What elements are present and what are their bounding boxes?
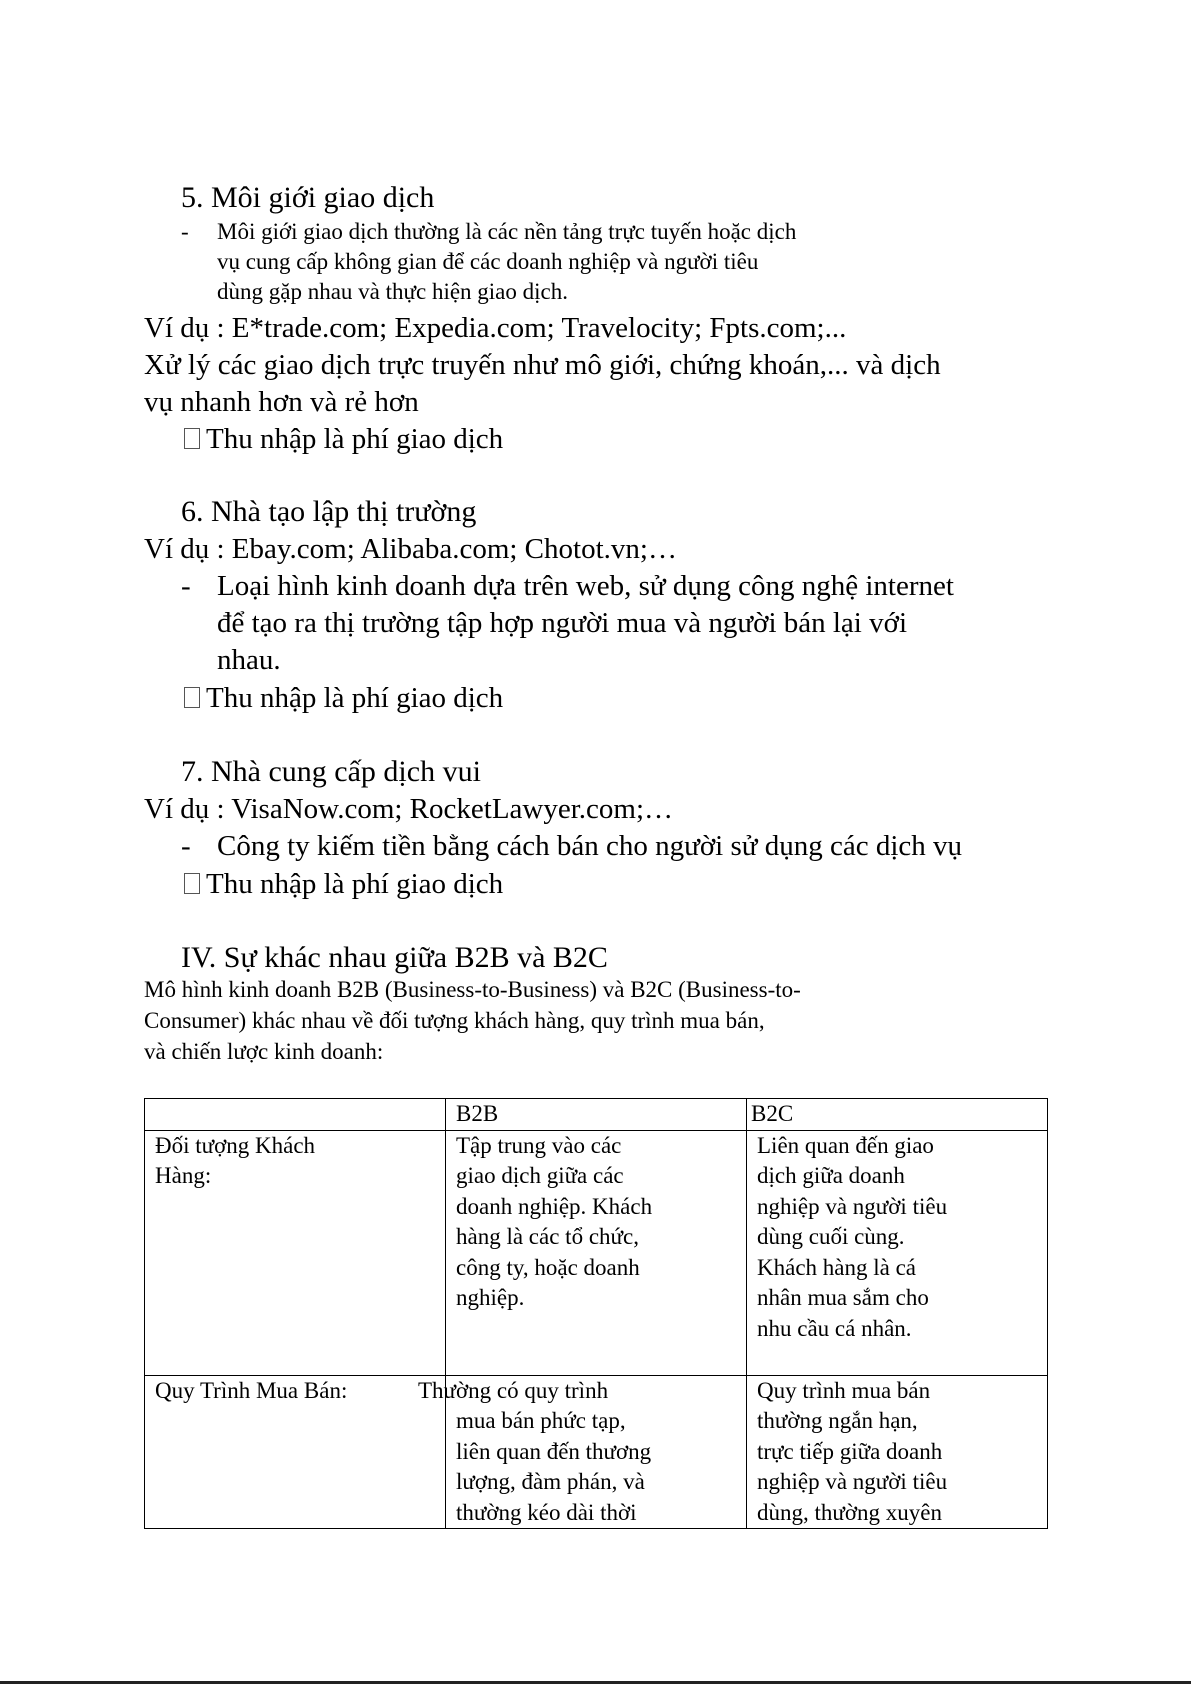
row2-b2c-line: trực tiếp giữa doanh (757, 1438, 943, 1464)
row1-b2c-line: Liên quan đến giao (757, 1132, 934, 1158)
row1-b2b-line: nghiệp. (456, 1285, 525, 1310)
row1-b2b-line: doanh nghiệp. Khách (456, 1193, 653, 1219)
dash-bullet: - (181, 830, 191, 862)
section6-desc-line-1: Loại hình kinh doanh dựa trên web, sử dụng công nghệ internet (217, 570, 954, 602)
row2-label (145, 1375, 446, 1529)
sectionIV-intro-line-3: và chiến lược kinh doanh: (144, 1039, 384, 1064)
row1-b2c-line: nhu cầu cá nhân. (757, 1315, 912, 1341)
table-header-empty (145, 1099, 446, 1131)
comparison-table (144, 1098, 1048, 1529)
row2-b2c-line: dùng, thường xuyên (757, 1499, 942, 1525)
table-header-row (145, 1099, 1048, 1131)
section7-income (184, 866, 503, 903)
row2-b2b-line: liên quan đến thương (456, 1438, 652, 1464)
table-header-b2c: B2C (747, 1099, 1048, 1131)
row1-b2b-line: hàng là các tổ chức, (456, 1224, 639, 1249)
row1-b2c-line: nhân mua sắm cho (757, 1285, 929, 1310)
dash-bullet: - (181, 219, 189, 244)
section6-example: Ví dụ : Ebay.com; Alibaba.com; Chotot.vn;… (144, 533, 677, 565)
row2-label-text: Quy Trình Mua Bán: (155, 1377, 348, 1403)
checkbox-square-icon (184, 873, 200, 894)
section5-para-line-1: Xử lý các giao dịch trực truyến như mô giới, chứng khoán,... và dịch (144, 349, 941, 381)
section6-desc-line-2: để tạo ra thị trường tập hợp người mua và người bán lại với (217, 607, 907, 639)
section5-example: Ví dụ : E*trade.com; Expedia.com; Travelocity; Fpts.com;... (144, 312, 847, 344)
row1-label-line: Đối tượng Khách (155, 1132, 316, 1158)
row2-b2b-line: mua bán phức tạp, (456, 1408, 626, 1433)
section7-income-text: Thu nhập là phí giao dịch (206, 868, 504, 900)
row1-b2b (446, 1130, 747, 1375)
section7-desc: Công ty kiếm tiền bằng cách bán cho người sử dụng các dịch vụ (217, 830, 963, 862)
section5-desc-line-3: dùng gặp nhau và thực hiện giao dịch. (217, 279, 568, 304)
row1-b2c-line: dịch giữa doanh (757, 1163, 905, 1188)
sectionIV-title: IV. Sự khác nhau giữa B2B và B2C (181, 941, 608, 974)
section5-para-line-2: vụ nhanh hơn và rẻ hơn (144, 386, 419, 418)
section5-desc-line-1: Môi giới giao dịch thường là các nền tảng trực tuyến hoặc dịch (217, 219, 797, 244)
row1-label-line: Hàng: (155, 1163, 212, 1188)
row2-b2b-line: lượng, đàm phán, và (456, 1469, 645, 1494)
sectionIV-intro-line-2: Consumer) khác nhau về đối tượng khách hàng, quy trình mua bán, (144, 1008, 765, 1033)
section6-income (184, 680, 503, 717)
section6-title: 6. Nhà tạo lập thị trường (181, 495, 477, 528)
row2-b2b (418, 1375, 747, 1529)
dash-bullet: - (181, 570, 191, 602)
table-header-b2b: B2B (446, 1099, 747, 1131)
table-row (145, 1130, 1048, 1375)
row2-b2c-line: thường ngắn hạn, (757, 1408, 918, 1433)
section5-income-text: Thu nhập là phí giao dịch (206, 423, 504, 455)
section5-title: 5. Môi giới giao dịch (181, 181, 435, 214)
sectionIV-intro-line-1: Mô hình kinh doanh B2B (Business-to-Business) và B2C (Business-to- (144, 977, 801, 1002)
section7-title: 7. Nhà cung cấp dịch vui (181, 755, 481, 788)
row1-b2c-line: Khách hàng là cá (757, 1254, 917, 1280)
section5-income (184, 421, 503, 458)
section6-income-text: Thu nhập là phí giao dịch (206, 682, 504, 714)
row2-b2b-first-line: Thường có quy trình (418, 1377, 609, 1403)
row1-label (145, 1130, 446, 1375)
row1-b2b-line: giao dịch giữa các (456, 1163, 624, 1188)
section6-desc-line-3: nhau. (217, 644, 281, 676)
row2-b2c-line: nghiệp và người tiêu (757, 1469, 948, 1494)
checkbox-square-icon (184, 428, 200, 449)
row1-b2c-line: nghiệp và người tiêu (757, 1193, 948, 1219)
row1-b2c-line: dùng cuối cùng. (757, 1224, 905, 1249)
table-row (145, 1375, 1048, 1529)
row1-b2b-line: Tập trung vào các (456, 1132, 622, 1158)
row1-b2c (747, 1130, 1048, 1375)
section7-example: Ví dụ : VisaNow.com; RocketLawyer.com;… (144, 793, 674, 825)
row2-b2b-line: thường kéo dài thời (456, 1499, 637, 1525)
row2-b2c-line: Quy trình mua bán (757, 1377, 931, 1403)
section5-desc-line-2: vụ cung cấp không gian để các doanh nghiệp và người tiêu (217, 249, 759, 274)
row2-b2c (747, 1375, 1048, 1529)
row1-b2b-line: công ty, hoặc doanh (456, 1254, 640, 1280)
checkbox-square-icon (184, 687, 200, 708)
page-bottom-border (0, 1681, 1191, 1684)
